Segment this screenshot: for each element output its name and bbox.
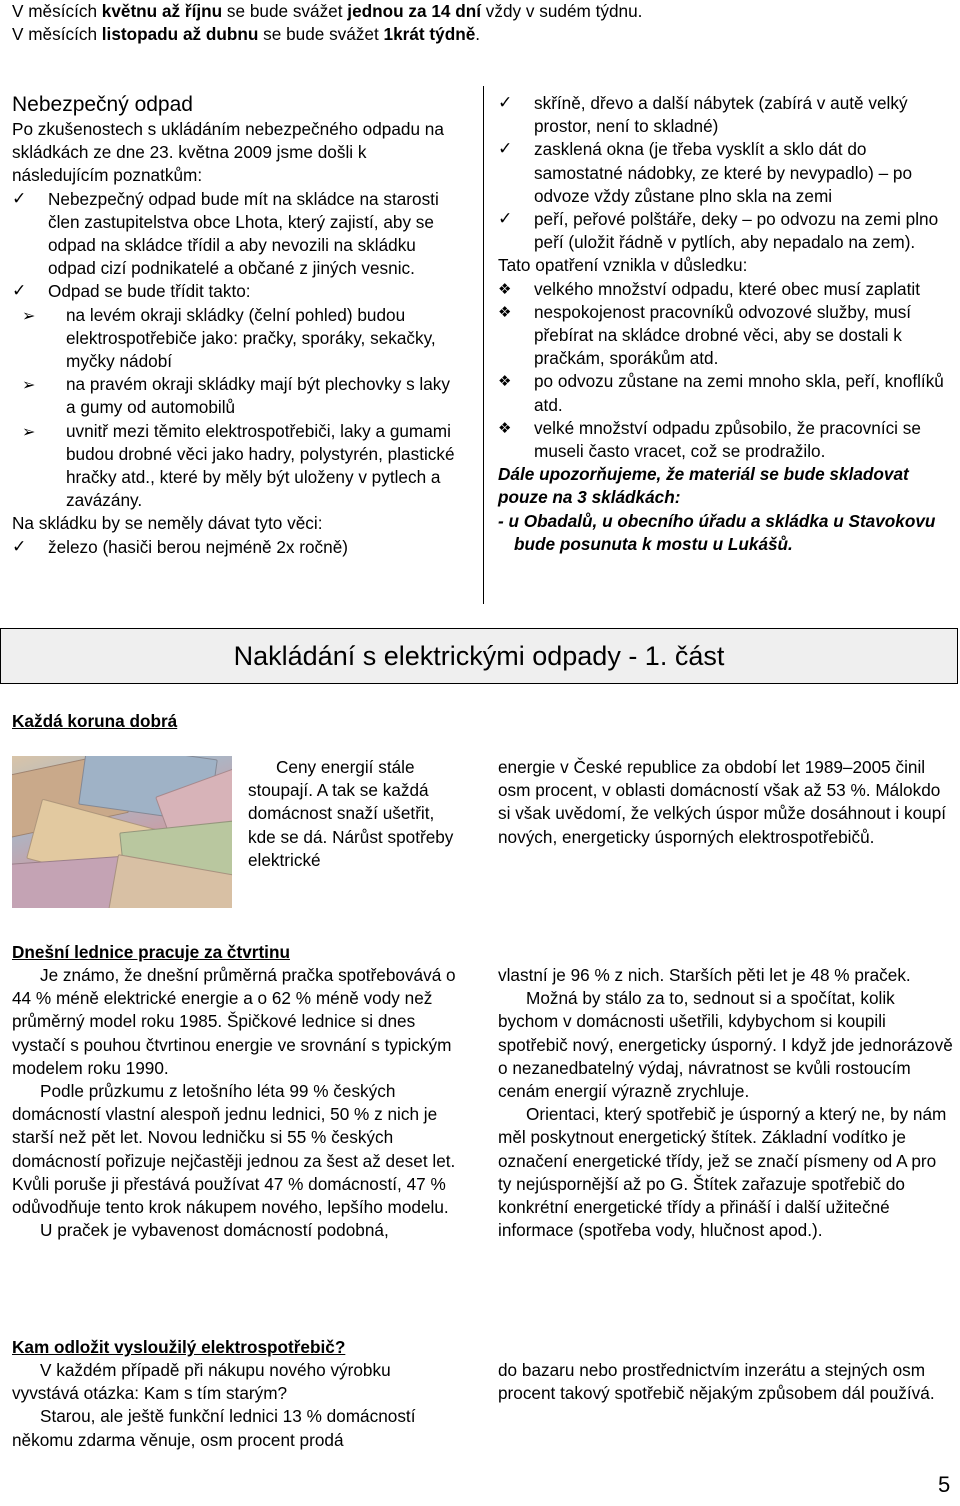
- not-allowed-item: ✓ skříně, dřevo a další nábytek (zabírá v autě velký prostor, není to skladné): [498, 92, 948, 138]
- text-bold: květnu až říjnu: [101, 1, 223, 21]
- hazard-heading: Nebezpečný odpad: [12, 93, 193, 116]
- consequence-item: ❖ po odvozu zůstane na zemi mnoho skla, peří, knoflíků atd.: [498, 370, 948, 416]
- not-allowed-heading: Na skládku by se neměly dávat tyto věci:: [12, 513, 323, 534]
- text-run: se bude svážet: [222, 1, 348, 21]
- section-banner: [0, 628, 958, 684]
- not-allowed-list: [12, 536, 460, 559]
- check-item: ✓ Nebezpečný odpad bude mít na skládce na starosti člen zastupitelstva obce Lhota, který zajistí, aby se odpad na skládce třídil a aby nevozili na skládku odpad cizí podnikatelé a občané z jiných vesnic.: [12, 188, 460, 281]
- paragraph: Orientaci, který spotřebič je úsporný a který ne, by nám měl poskytnout energetický štítek. Základní vodítko je označení energetické třídy, jež se značí písmeny od A pro ty nejúspornější až po G. Štítek zařazuje spotřebič do konkrétní energetické třídy a přináší i další užitečné informace (spotřeba vody, hlučnost apod.).: [498, 1104, 947, 1241]
- check-item: [12, 280, 460, 512]
- consequence-item: ❖ velké množství odpadu způsobilo, že pracovníci se museli často vracet, což se prodražilo.: [498, 417, 948, 463]
- odlozit-left-column: [12, 1359, 458, 1452]
- sorting-item: ➢ na pravém okraji skládky mají být plechovky s laky a gumy od automobilů: [12, 373, 460, 419]
- text-bold: 1krát týdně: [383, 24, 476, 45]
- consequence-list: [498, 278, 948, 464]
- paragraph: U praček je vybavenost domácností podobná,: [40, 1220, 389, 1241]
- notice-locations: - u Obadalů, u obecního úřadu a skládka u Stavokovu bude posunuta k mostu u Lukášů.: [498, 510, 936, 554]
- schedule-text: [12, 0, 952, 46]
- lednice-heading: Dnešní lednice pracuje za čtvrtinu: [12, 942, 290, 962]
- koruna-right-text: energie v České republice za období let 1989–2005 činil osm procent, v oblasti domácností však až 53 %. Málokdo si však uvědomí, že velkých úspor může dosáhnout i koupí nových, energeticky úsporných elektrospotřebičů.: [498, 757, 947, 847]
- not-allowed-item: ✓ železo (hasiči berou nejméně 2x ročně): [12, 536, 460, 559]
- text-bold: jednou za 14 dní: [347, 1, 481, 21]
- page-number: 5: [938, 1472, 951, 1497]
- banknotes-image: [12, 756, 232, 908]
- not-allowed-item: ✓ zasklená okna (je třeba vysklít a sklo dát do samostatné nádobky, ze které by nevypadlo) – po odvoze vždy zůstane plno skla na zemi: [498, 138, 948, 208]
- schedule-line-2: [12, 23, 952, 46]
- sorting-list: [12, 304, 460, 513]
- hazard-left-column: [12, 92, 460, 559]
- koruna-heading: Každá koruna dobrá: [12, 711, 178, 731]
- not-allowed-list-cont: [498, 92, 948, 254]
- paragraph: vlastní je 96 % z nich. Starších pěti let je 48 % praček.: [498, 965, 911, 985]
- lednice-left-column: [12, 964, 464, 1242]
- lednice-right-column: [498, 964, 954, 1242]
- hazard-intro: Po zkušenostech s ukládáním nebezpečného odpadu na skládkách ze dne 23. května 2009 jsme došli k následujícím poznatkům:: [12, 119, 444, 186]
- paragraph: Starou, ale ještě funkční lednici 13 % domácností někomu zdarma věnuje, osm procent prodá: [12, 1406, 416, 1450]
- paragraph: V každém případě při nákupu nového výrobku vyvstává otázka: Kam s tím starým?: [12, 1360, 391, 1404]
- text-bold: listopadu až dubnu: [101, 24, 259, 45]
- sorting-item: ➢ uvnitř mezi těmito elektrospotřebiči, laky a gumami budou drobné věci jako hadry, polystyrén, plastické hračky atd., které by měly být uloženy v pytlech a zavázány.: [12, 420, 460, 513]
- banner-title: Nakládání s elektrickými odpady - 1. část: [233, 641, 725, 671]
- notice-text: Dále upozorňujeme, že materiál se bude skladovat pouze na 3 skládkách:: [498, 464, 909, 508]
- text-run: .: [475, 24, 481, 45]
- text-run: se bude svážet: [258, 24, 384, 45]
- odlozit-right-text: do bazaru nebo prostřednictvím inzerátu a stejných osm procent takový spotřebič nějakým způsobem dál používá.: [498, 1360, 935, 1404]
- paragraph: Podle průzkumu z letošního léta 99 % českých domácností vlastní alespoň jednu lednici, 50 % z nich je starší než pět let. Novou ledničku si 55 % českých domácností pořizuje nejčastěji jednou za šest až deset let. Kvůli poruše ji přestává používat 47 % domácností, 47 % odůvodňuje tento krok nákupem nového, lepšího modelu.: [12, 1081, 456, 1218]
- odlozit-heading: Kam odložit vysloužilý elektrospotřebič?: [12, 1337, 346, 1357]
- koruna-left-text: [248, 756, 458, 872]
- text-run: V měsících: [12, 1, 102, 21]
- consequence-item: ❖ velkého množství odpadu, které obec musí zaplatit: [498, 278, 948, 301]
- check-item-text: Odpad se bude třídit takto:: [48, 281, 251, 302]
- text-run: vždy v sudém týdnu.: [481, 1, 643, 21]
- hazard-right-column: [498, 92, 948, 556]
- consequence-item: ❖ nespokojenost pracovníků odvozové služby, musí přebírat na skládce drobné věci, aby se dostali k pračkám, sporákům atd.: [498, 301, 948, 371]
- schedule-line-1: [12, 0, 952, 23]
- paragraph: Je známo, že dnešní průměrná pračka spotřebovává o 44 % méně elektrické energie a o 62 % méně vody než průměrný model roku 1985. Špičkové lednice si dnes vystačí s pouhou čtvrtinou energie ve srovnání s typickým modelem roku 1990.: [12, 965, 456, 1078]
- not-allowed-item: ✓ peří, peřové polštáře, deky – po odvozu na zemi plno peří (uložit řádně v pytlích, aby nepadalo na zem).: [498, 208, 948, 254]
- consequence-heading: Tato opatření vznikla v důsledku:: [498, 255, 748, 276]
- hazard-checklist: [12, 188, 460, 513]
- column-divider: [483, 86, 484, 604]
- text-run: V měsících: [12, 24, 102, 45]
- paragraph: Možná by stálo za to, sednout si a spočítat, kolik bychom v domácnosti ušetřili, kdybychom si koupili spotřebič nový, energeticky úsporný. I když jde jednorázově o nezanedbatelný výdaj, návratnost se kvůli rostoucím cenám energií výrazně zrychluje.: [498, 988, 953, 1102]
- sorting-item: ➢ na levém okraji skládky (čelní pohled) budou elektrospotřebiče jako: pračky, sporáky, sekačky, myčky nádobí: [12, 304, 460, 374]
- koruna-left-text-body: Ceny energií stále stoupají. A tak se každá domácnost snaží ušetřit, kde se dá. Nárůst spotřeby elektrické: [248, 757, 454, 870]
